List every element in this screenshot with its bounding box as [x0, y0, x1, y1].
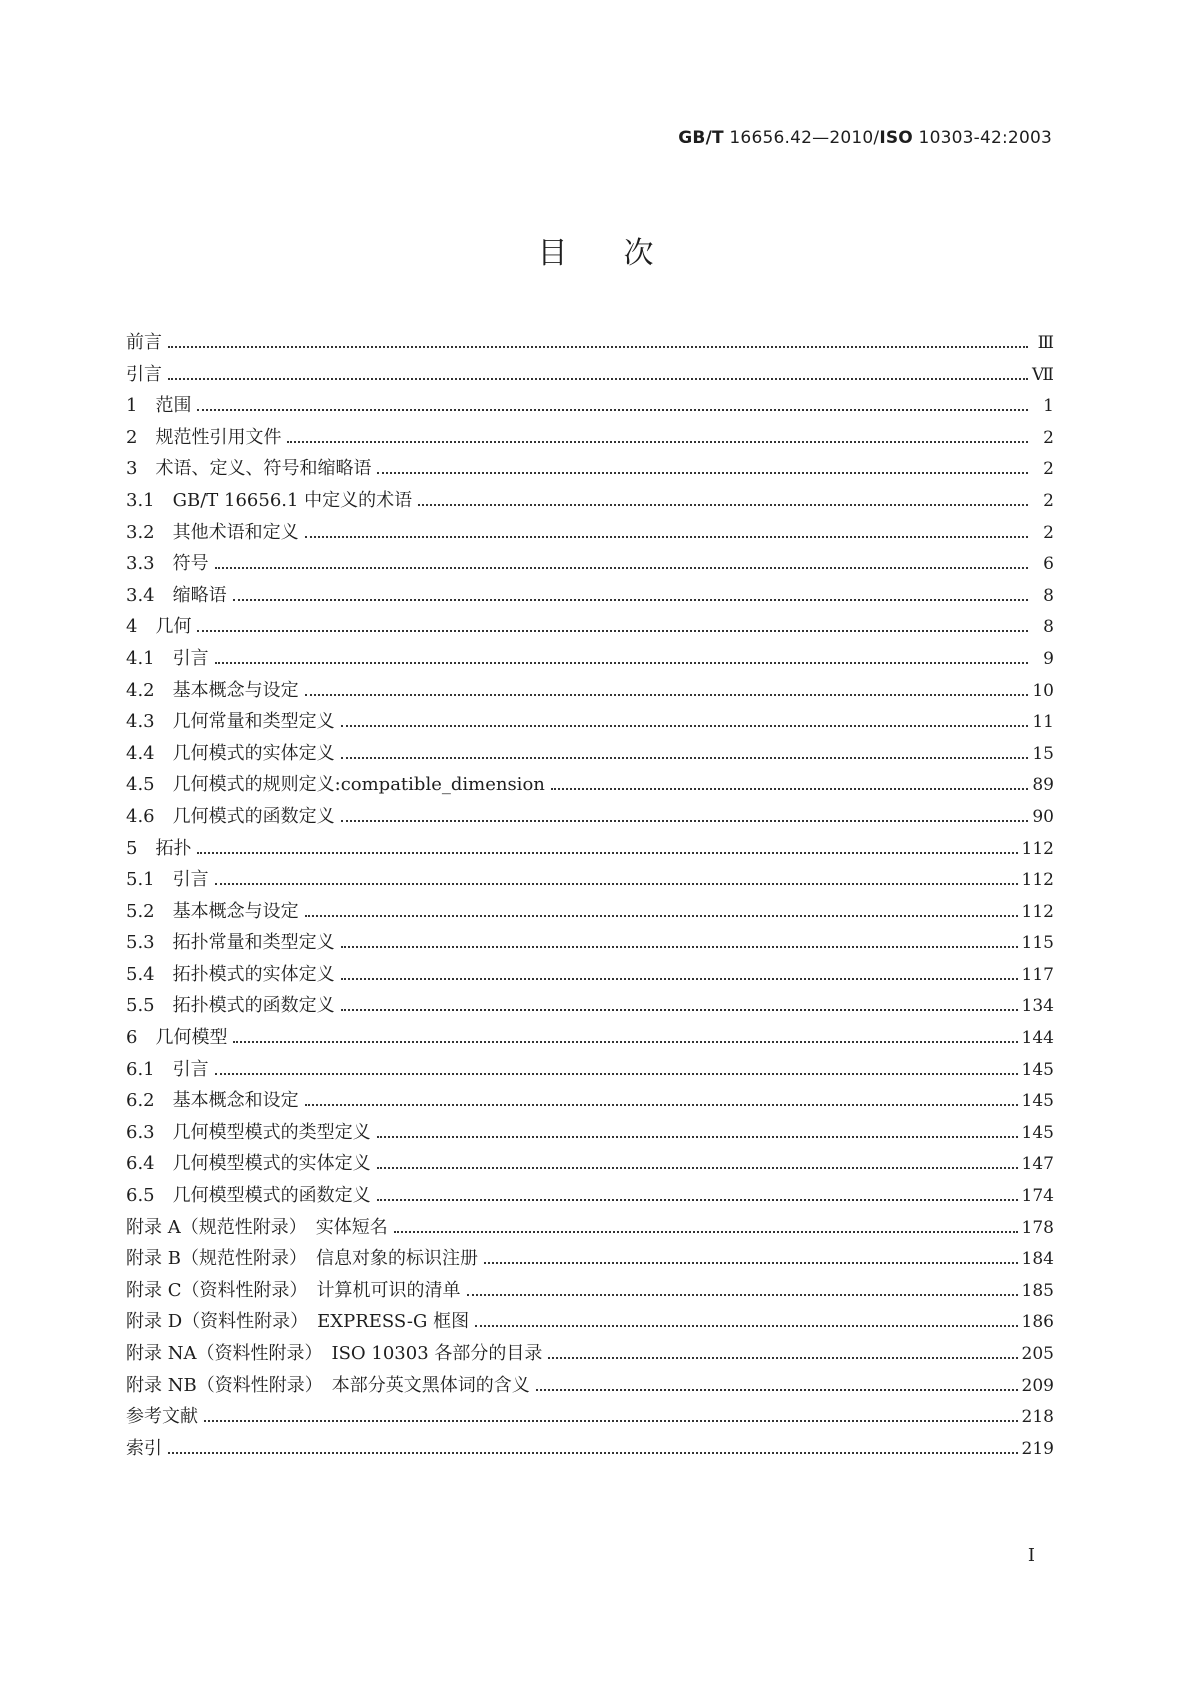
toc-entry[interactable]: [126, 612, 1054, 644]
toc-entry-page: 2: [1043, 490, 1054, 511]
toc-entry-label: 附录 A（规范性附录） 实体短名: [126, 1216, 388, 1238]
toc-entry-label: 4.2 基本概念与设定: [126, 679, 299, 701]
page-title: 目次: [537, 236, 710, 271]
toc-dot-leader: [377, 472, 1028, 474]
toc-entry[interactable]: [126, 1181, 1054, 1213]
toc-entry[interactable]: [126, 1213, 1054, 1245]
toc-entry[interactable]: [126, 1055, 1054, 1087]
toc-entry-label: 附录 NA（资料性附录） ISO 10303 各部分的目录: [126, 1343, 543, 1364]
toc-entry-label: 附录 D（资料性附录） EXPRESS-G 框图: [126, 1311, 470, 1333]
toc-entry[interactable]: [126, 423, 1054, 455]
toc-dot-leader: [197, 409, 1028, 411]
toc-entry[interactable]: [126, 960, 1054, 992]
toc-entry-page: 115: [1021, 933, 1054, 954]
toc-dot-leader: [536, 1389, 1018, 1391]
toc-entry[interactable]: [126, 1086, 1054, 1118]
toc-entry-page: Ⅲ: [1037, 333, 1054, 353]
toc-entry[interactable]: [126, 1118, 1054, 1150]
toc-entry[interactable]: [126, 1434, 1054, 1466]
toc-entry-label: 4.1 引言: [126, 647, 209, 669]
toc-dot-leader: [287, 441, 1028, 443]
toc-entry[interactable]: [126, 454, 1054, 486]
toc-entry[interactable]: [126, 1307, 1054, 1339]
toc-dot-leader: [341, 946, 1018, 948]
toc-entry-label: 5.5 拓扑模式的函数定义: [126, 995, 335, 1017]
toc-dot-leader: [233, 599, 1028, 601]
toc-entry-label: 4.6 几何模式的函数定义: [126, 805, 335, 827]
toc-entry-label: 6.4 几何模型模式的实体定义: [126, 1153, 371, 1175]
toc-entry[interactable]: [126, 802, 1054, 834]
standard-gb-number: 16656.42—2010/: [723, 128, 880, 148]
toc-entry-page: 112: [1021, 870, 1054, 891]
toc-entry-page: 90: [1032, 806, 1054, 827]
toc-entry-page: 2: [1043, 459, 1054, 480]
toc-entry[interactable]: [126, 1276, 1054, 1308]
toc-entry-page: 147: [1021, 1154, 1054, 1175]
toc-dot-leader: [548, 1357, 1017, 1359]
toc-dot-leader: [305, 1104, 1018, 1106]
toc-entry-label: 3.4 缩略语: [126, 584, 227, 606]
toc-entry-label: 5.1 引言: [126, 869, 209, 891]
toc-entry-label: 6.5 几何模型模式的函数定义: [126, 1185, 371, 1207]
toc-entry-label: 3.1 GB/T 16656.1 中定义的术语: [126, 489, 413, 511]
toc-entry[interactable]: [126, 1023, 1054, 1055]
toc-entry[interactable]: [126, 1339, 1054, 1371]
toc-entry-page: 11: [1032, 712, 1054, 733]
toc-dot-leader: [197, 630, 1028, 632]
toc-dot-leader: [341, 978, 1018, 980]
toc-entry-page: 205: [1021, 1344, 1054, 1364]
toc-entry[interactable]: [126, 360, 1054, 392]
toc-dot-leader: [168, 1452, 1018, 1454]
toc-entry-page: 145: [1021, 1091, 1054, 1112]
toc-dot-leader: [341, 725, 1028, 727]
toc-dot-leader: [394, 1231, 1018, 1233]
toc-entry-page: 112: [1021, 838, 1054, 859]
toc-entry[interactable]: [126, 928, 1054, 960]
toc-entry[interactable]: [126, 707, 1054, 739]
toc-entry[interactable]: [126, 1244, 1054, 1276]
toc-entry-page: 186: [1021, 1312, 1054, 1333]
toc-entry-page: 185: [1021, 1280, 1054, 1301]
toc-dot-leader: [204, 1420, 1018, 1422]
toc-dot-leader: [377, 1136, 1018, 1138]
toc-entry-label: 6.3 几何模型模式的类型定义: [126, 1121, 371, 1143]
toc-entry[interactable]: [126, 581, 1054, 613]
toc-entry-label: 5 拓扑: [126, 837, 192, 859]
toc-entry[interactable]: [126, 865, 1054, 897]
toc-entry-page: 184: [1021, 1249, 1054, 1270]
toc-dot-leader: [377, 1167, 1018, 1169]
standard-iso-number: 10303-42:2003: [912, 128, 1052, 148]
toc-dot-leader: [467, 1294, 1018, 1296]
toc-entry-page: 174: [1021, 1186, 1054, 1207]
toc-dot-leader: [418, 504, 1028, 506]
toc-entry[interactable]: [126, 549, 1054, 581]
toc-entry-label: 索引: [126, 1437, 162, 1459]
toc-entry-page: 9: [1043, 648, 1054, 669]
toc-entry-page: 145: [1021, 1122, 1054, 1143]
toc-entry-label: 6.2 基本概念和设定: [126, 1090, 299, 1112]
toc-entry[interactable]: [126, 739, 1054, 771]
toc-dot-leader: [341, 1009, 1018, 1011]
toc-entry-label: 参考文献: [126, 1406, 198, 1428]
toc-entry-label: 前言: [126, 332, 162, 353]
toc-entry-page: 10: [1032, 680, 1054, 701]
toc-entry-page: 6: [1043, 554, 1054, 575]
toc-entry-label: 6.1 引言: [126, 1058, 209, 1080]
page-number: I: [1027, 1545, 1035, 1566]
toc-entry[interactable]: [126, 391, 1054, 423]
toc-entry-label: 6 几何模型: [126, 1027, 228, 1049]
toc-entry[interactable]: [126, 1371, 1054, 1403]
toc-entry-page: 8: [1043, 617, 1054, 638]
toc-entry-page: Ⅶ: [1032, 364, 1054, 385]
toc-entry[interactable]: [126, 991, 1054, 1023]
toc-entry-page: 1: [1043, 396, 1054, 417]
toc-entry-label: 1 范围: [126, 395, 192, 417]
toc-entry-label: 4.3 几何常量和类型定义: [126, 711, 335, 733]
toc-entry-label: 2 规范性引用文件: [126, 426, 282, 448]
toc-entry-page: 218: [1021, 1407, 1054, 1428]
toc-dot-leader: [215, 662, 1028, 664]
toc-entry[interactable]: [126, 897, 1054, 929]
toc-dot-leader: [197, 852, 1017, 854]
toc-entry-page: 8: [1043, 585, 1054, 606]
toc-entry-label: 4.5 几何模式的规则定义:compatible_dimension: [126, 774, 545, 796]
toc-entry-label: 3.2 其他术语和定义: [126, 521, 299, 543]
toc-entry-page: 178: [1021, 1217, 1054, 1238]
toc-dot-leader: [233, 1041, 1017, 1043]
toc-entry-page: 209: [1021, 1375, 1054, 1396]
toc-dot-leader: [305, 536, 1028, 538]
toc-dot-leader: [168, 346, 1028, 348]
toc-entry-page: 112: [1021, 901, 1054, 922]
standard-gb-prefix: GB/T: [678, 128, 724, 148]
toc-entry-page: 219: [1021, 1438, 1054, 1459]
toc-entry[interactable]: [126, 644, 1054, 676]
toc-entry-label: 附录 NB（资料性附录） 本部分英文黑体词的含义: [126, 1374, 530, 1396]
toc-entry-label: 4 几何: [126, 616, 192, 638]
toc-dot-leader: [484, 1262, 1018, 1264]
toc-entry-label: 5.2 基本概念与设定: [126, 900, 299, 922]
toc-dot-leader: [215, 883, 1018, 885]
toc-entry[interactable]: [126, 486, 1054, 518]
toc-entry-page: 144: [1021, 1028, 1054, 1049]
toc-dot-leader: [341, 757, 1028, 759]
toc-entry-page: 117: [1021, 964, 1054, 985]
toc-dot-leader: [551, 788, 1028, 790]
toc-entry[interactable]: [126, 518, 1054, 550]
toc-entry-page: 2: [1043, 427, 1054, 448]
toc-entry[interactable]: [126, 676, 1054, 708]
toc-entry[interactable]: [126, 1149, 1054, 1181]
toc-entry-label: 附录 C（资料性附录） 计算机可识的清单: [126, 1279, 461, 1301]
toc-entry[interactable]: [126, 328, 1054, 360]
toc-entry-label: 4.4 几何模式的实体定义: [126, 742, 335, 764]
toc-entry-label: 附录 B（规范性附录） 信息对象的标识注册: [126, 1248, 478, 1270]
toc-dot-leader: [377, 1199, 1018, 1201]
toc-dot-leader: [215, 1073, 1018, 1075]
toc-dot-leader: [475, 1325, 1017, 1327]
toc-entry-label: 3.3 符号: [126, 553, 209, 575]
toc-entry-label: 3 术语、定义、符号和缩略语: [126, 458, 372, 480]
toc-dot-leader: [168, 378, 1028, 380]
standard-iso-prefix: ISO: [879, 128, 913, 148]
toc-entry-page: 134: [1021, 996, 1054, 1017]
toc-entry-page: 89: [1032, 775, 1054, 796]
table-of-contents: [126, 328, 1054, 1465]
toc-entry-page: 145: [1021, 1059, 1054, 1080]
toc-entry-page: 2: [1043, 522, 1054, 543]
toc-entry-label: 5.3 拓扑常量和类型定义: [126, 932, 335, 954]
toc-dot-leader: [305, 694, 1028, 696]
toc-entry-page: 15: [1032, 743, 1054, 764]
toc-entry[interactable]: [126, 770, 1054, 802]
toc-dot-leader: [305, 915, 1018, 917]
standard-number-header: [678, 128, 1052, 148]
toc-dot-leader: [341, 820, 1028, 822]
toc-entry[interactable]: [126, 834, 1054, 866]
toc-entry-label: 5.4 拓扑模式的实体定义: [126, 963, 335, 985]
toc-dot-leader: [215, 567, 1028, 569]
toc-entry-label: 引言: [126, 363, 162, 385]
toc-entry[interactable]: [126, 1402, 1054, 1434]
